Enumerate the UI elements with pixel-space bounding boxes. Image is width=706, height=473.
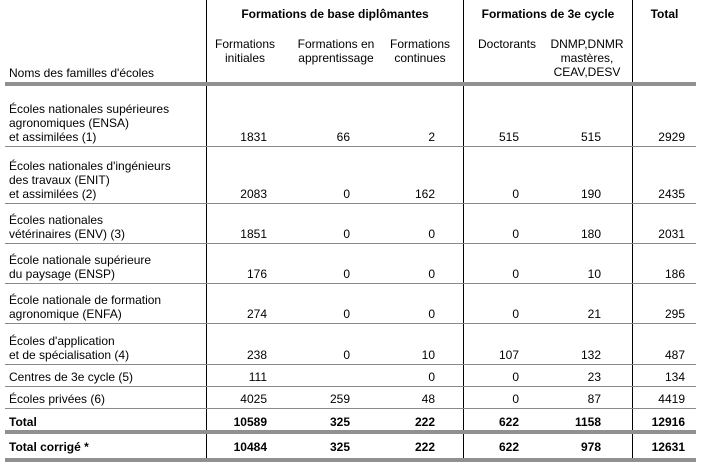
row-value: 2	[428, 130, 435, 144]
statistics-table	[5, 0, 696, 465]
row-value: 10484	[233, 440, 267, 454]
row-value: 487	[664, 348, 685, 362]
row-value: 111	[248, 370, 267, 384]
row-separator	[5, 408, 696, 409]
row-label-line: Écoles nationales	[9, 213, 104, 227]
col-header-dnmp: DNMP,DNMR mastères, CEAV,DESV	[550, 37, 624, 79]
row-value: 622	[498, 440, 519, 454]
row-label	[9, 253, 151, 281]
row-value: 134	[664, 370, 685, 384]
row-value: 0	[343, 307, 350, 321]
row-label-line: Centres de 3e cycle (5)	[9, 370, 134, 384]
col-header-doctorants: Doctorants	[477, 37, 537, 51]
row-value: 325	[329, 415, 350, 429]
row-value: 978	[580, 440, 601, 454]
row-value: 4419	[658, 392, 685, 406]
row-label-line: Total	[9, 415, 37, 429]
row-label-line: vétérinaires (ENV) (3)	[9, 227, 126, 241]
row-label-line: Écoles nationales supérieures	[9, 102, 170, 116]
group-header-3e-cycle: Formations de 3e cycle	[481, 7, 615, 21]
row-value: 180	[580, 227, 601, 241]
row-value: 622	[498, 415, 519, 429]
row-value: 1831	[240, 130, 267, 144]
row-label-line: et de spécialisation (4)	[9, 348, 130, 362]
row-value: 87	[587, 392, 601, 406]
row-separator	[5, 203, 696, 204]
row-value: 0	[343, 267, 350, 281]
row-value: 259	[329, 392, 350, 406]
row-value: 295	[664, 307, 685, 321]
row-value: 238	[246, 348, 267, 362]
row-value: 190	[580, 187, 601, 201]
table-bottom-border	[5, 458, 696, 462]
row-label	[9, 102, 169, 144]
row-value: 515	[580, 130, 601, 144]
row-value: 222	[414, 415, 435, 429]
row-value: 21	[587, 307, 601, 321]
row-label	[9, 159, 171, 201]
row-value: 2435	[658, 187, 685, 201]
row-value: 0	[428, 267, 435, 281]
row-value: 0	[343, 227, 350, 241]
row-value: 2929	[658, 130, 685, 144]
row-value: 12916	[651, 415, 685, 429]
row-value: 1158	[574, 415, 601, 429]
row-label-line: agronomique (ENFA)	[9, 307, 122, 321]
row-label-line: du paysage (ENSP)	[9, 267, 116, 281]
row-value: 2031	[658, 227, 685, 241]
row-separator	[5, 323, 696, 324]
row-value: 0	[512, 187, 519, 201]
row-value: 0	[512, 307, 519, 321]
row-label	[9, 370, 133, 384]
row-value: 162	[414, 187, 435, 201]
row-value: 0	[512, 370, 519, 384]
row-label	[9, 392, 105, 406]
row-label	[9, 293, 161, 321]
row-value: 0	[512, 227, 519, 241]
row-label-line: Total corrigé *	[9, 440, 89, 454]
row-value: 48	[421, 392, 435, 406]
row-separator	[5, 430, 696, 434]
group-header-base: Formations de base diplômantes	[241, 7, 429, 21]
col-header-initiales: Formations initiales	[214, 37, 276, 65]
row-label	[9, 213, 125, 241]
row-label-line: Écoles nationales d'ingénieurs	[9, 159, 171, 173]
row-label-line: et assimilées (1)	[9, 130, 97, 144]
row-value: 515	[498, 130, 519, 144]
row-label	[9, 440, 89, 454]
row-value: 0	[512, 267, 519, 281]
row-label-line: École nationale de formation	[9, 293, 162, 307]
row-separator	[5, 243, 696, 244]
row-value: 186	[664, 267, 685, 281]
row-value: 0	[343, 187, 350, 201]
row-value: 0	[428, 307, 435, 321]
row-label-line: et assimilées (2)	[9, 187, 97, 201]
row-value: 0	[428, 370, 435, 384]
row-value: 0	[343, 348, 350, 362]
row-value: 107	[498, 348, 519, 362]
row-separator	[5, 386, 696, 387]
header-total: Total	[650, 7, 679, 21]
row-label-line: Écoles d'application	[9, 334, 115, 348]
row-value: 0	[428, 227, 435, 241]
row-header-label: Noms des familles d'écoles	[9, 66, 155, 80]
row-label-line: des travaux (ENIT)	[9, 173, 110, 187]
row-label-line: Écoles privées (6)	[9, 392, 106, 406]
header-separator	[5, 82, 696, 86]
row-value: 10589	[233, 415, 267, 429]
row-value: 23	[587, 370, 601, 384]
row-value: 1851	[240, 227, 267, 241]
row-value: 325	[329, 440, 350, 454]
row-value: 66	[336, 130, 350, 144]
row-value: 12631	[651, 440, 685, 454]
row-value: 10	[421, 348, 435, 362]
row-separator	[5, 146, 696, 147]
row-value: 0	[512, 392, 519, 406]
col-header-apprentissage: Formations en apprentissage	[297, 37, 375, 65]
row-label-line: École nationale supérieure	[9, 253, 152, 267]
row-value: 2083	[240, 187, 267, 201]
row-value: 4025	[240, 392, 267, 406]
row-label	[9, 334, 129, 362]
row-value: 222	[414, 440, 435, 454]
row-label-line: agronomiques (ENSA)	[9, 116, 130, 130]
row-value: 274	[246, 307, 267, 321]
row-value: 10	[587, 267, 601, 281]
row-separator	[5, 283, 696, 284]
row-value: 132	[580, 348, 601, 362]
row-separator	[5, 364, 696, 365]
row-value: 176	[246, 267, 267, 281]
row-label	[9, 415, 37, 429]
col-header-continues: Formations continues	[389, 37, 451, 65]
